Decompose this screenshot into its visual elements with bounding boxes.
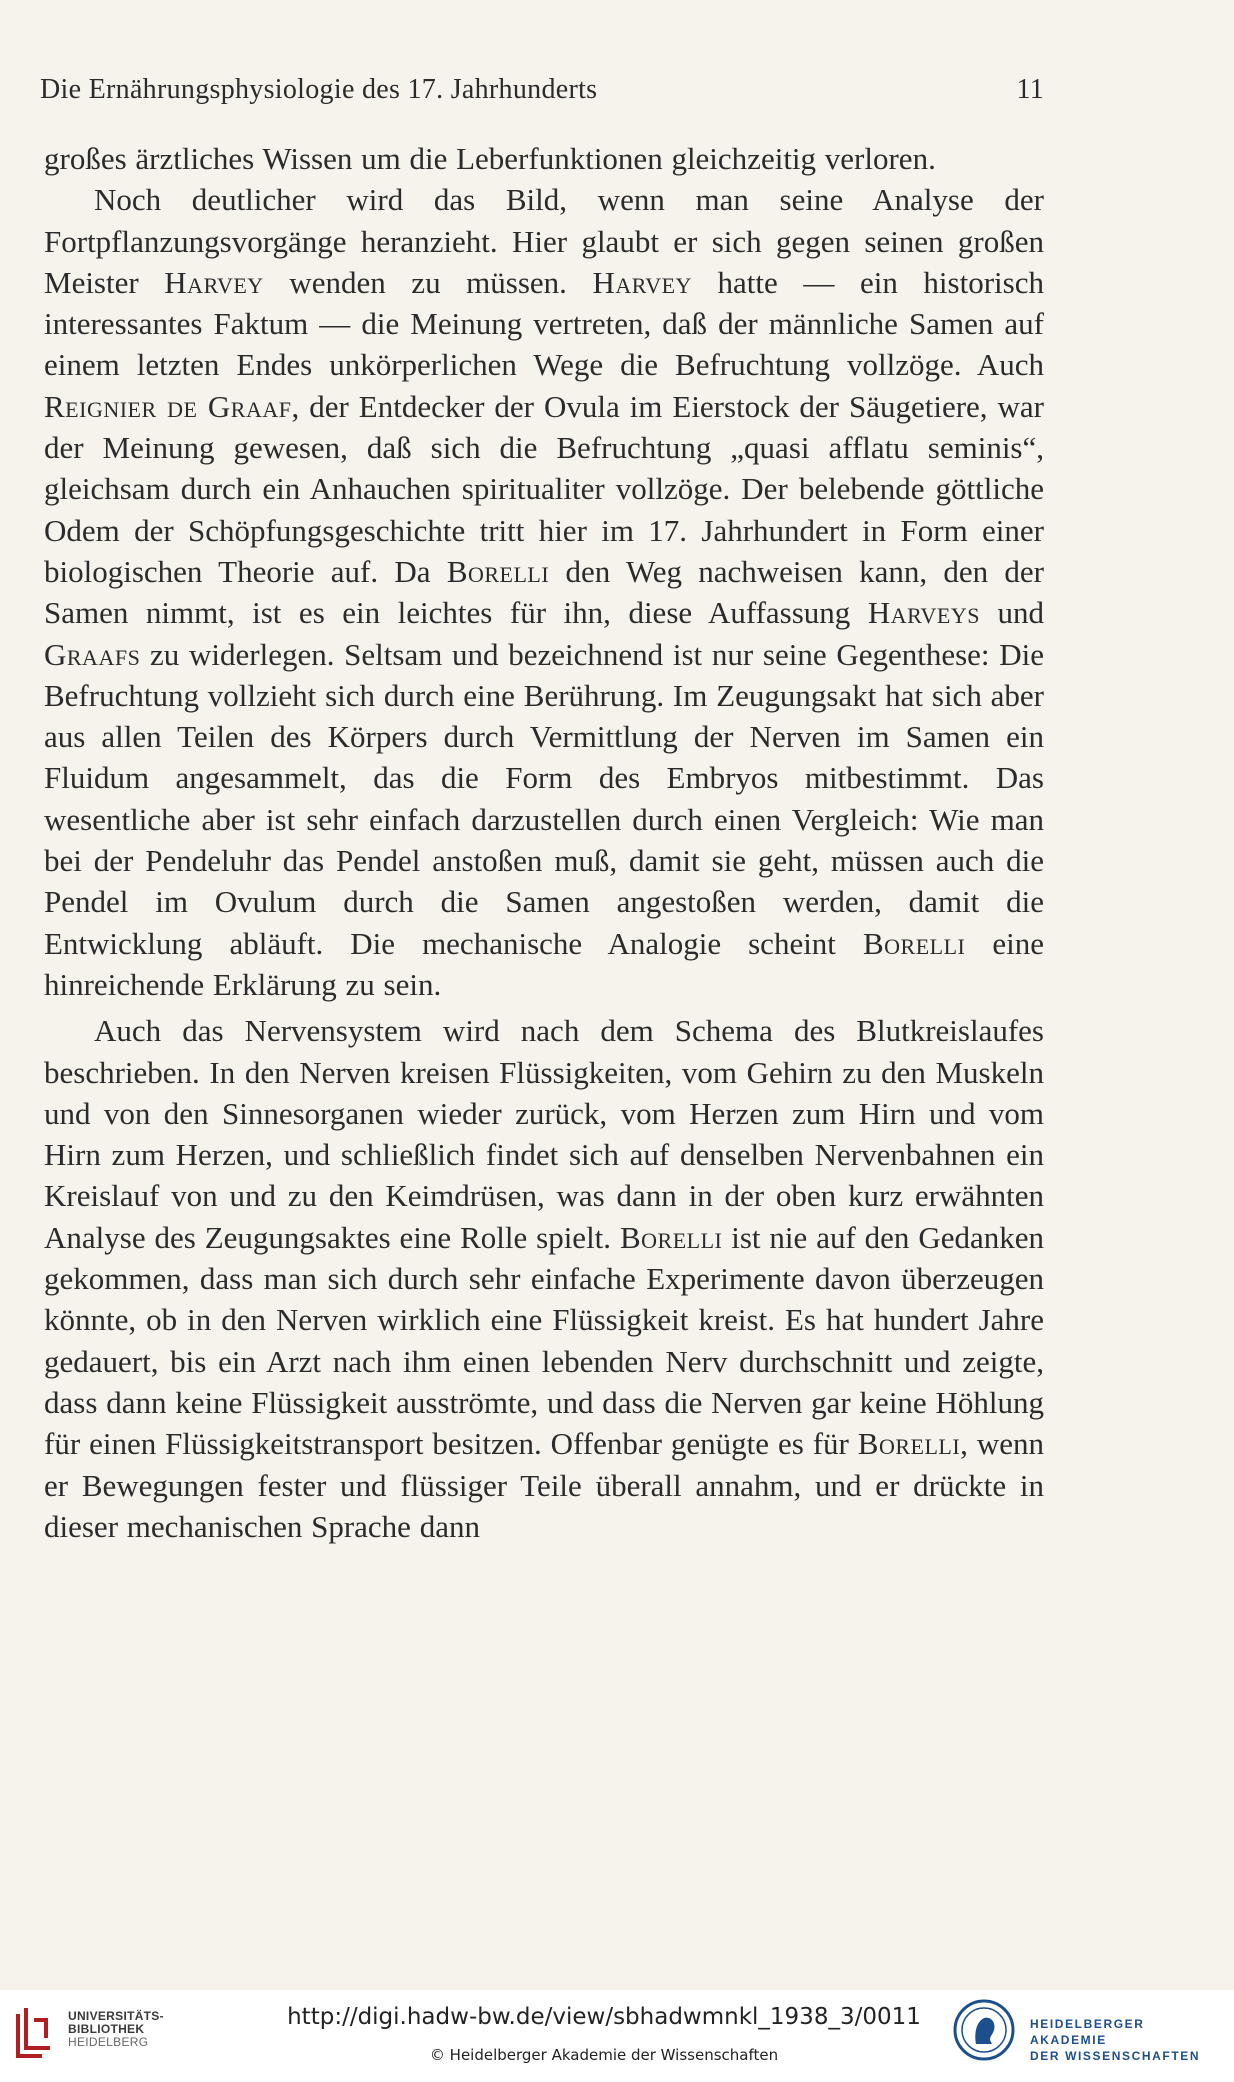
running-header (40, 74, 1044, 114)
text-run: wenden zu müssen. (263, 264, 593, 300)
library-logo-line: HEIDELBERG (68, 2035, 149, 2049)
text-run: zu widerlegen. Seltsam und bezeichnend ist nur seine Gegenthese: Die Befruchtung vollzieht sich durch eine Berührung. Im Zeugungsakt hat sich aber aus allen Teilen des Körpers durch Vermittlung der Nerven im Samen ein Fluidum angesammelt, das die Form des Embryos mitbestimmt. Das wesentliche aber ist sehr einfach darzustellen durch einen Vergleich: Wie man bei der Pendeluhr das Pendel anstoßen muß, damit sie geht, müssen auch die Pendel im Ovulum durch die Samen angestoßen werden, damit die Entwicklung abläuft. Die mechanische Analogie scheint (44, 636, 1044, 961)
paragraph-3 (44, 1010, 1044, 1547)
page-number: 11 (1016, 74, 1044, 105)
text-run: Noch deutlicher wird das Bild, wenn man seine Analyse der Fortpflanzungsvorgänge heranzieht. Hier glaubt er sich gegen seinen großen Meister (44, 182, 1044, 300)
text-run: und (979, 595, 1045, 631)
running-title: Die Ernährungsphysiologie des 17. Jahrhunderts (40, 74, 598, 105)
person-name: Borelli (857, 1426, 961, 1462)
text-run: Auch das Nervensystem wird nach dem Schema des Blutkreislaufes beschrieben. In den Nerven kreisen Flüssigkeiten, vom Gehirn zu den Muskeln und von den Sinnesorganen wieder zurück, vom Herzen zum Hirn und vom Hirn zum Herzen, und schließlich findet sich auf denselben Nervenbahnen ein Kreislauf von und zu den Keimdrüsen, was dann in der oben kurz erwähnten Analyse des Zeugungsaktes eine Rolle spielt. (44, 1013, 1044, 1255)
person-name: Graafs (44, 636, 141, 672)
person-name: Borelli (619, 1219, 723, 1255)
permalink-url[interactable]: http://digi.hadw-bw.de/view/sbhadwmnkl_1938_3/0011 (287, 2004, 921, 2030)
paragraph-1: großes ärztliches Wissen um die Leberfunktionen gleichzeitig verloren. (44, 141, 936, 176)
digitization-footer (0, 1990, 1234, 2082)
person-name: Harvey (592, 264, 692, 300)
text-run: , der Entdecker der Ovula im Eierstock der Säugetiere, war der Meinung gewesen, daß sich die Befruchtung „quasi afflatu seminis“, gleichsam durch ein Anhauchen spiritualiter vollzöge. Der belebende göttliche Odem der Schöpfungsgeschichte tritt hier im 17. Jahrhundert in Form einer biologischen Theorie auf. Da (44, 388, 1044, 589)
page-body (44, 138, 1044, 1547)
text-run: hatte — ein historisch interessantes Faktum — die Meinung vertreten, daß der männliche Samen auf einem letzten Endes unkörperlichen Wege die Befruchtung vollzöge. Auch (44, 264, 1044, 383)
person-name: Borelli (446, 553, 550, 589)
academy-logo-line: DER WISSENSCHAFTEN (1030, 2049, 1201, 2063)
university-library-logo (12, 2004, 172, 2064)
library-logo-line: BIBLIOTHEK (68, 2022, 145, 2036)
person-name: Harvey (164, 264, 264, 300)
person-name: Harveys (867, 595, 980, 631)
library-logo-line: UNIVERSITÄTS- (68, 2009, 164, 2023)
paragraph-2 (44, 179, 1044, 1005)
text-run: eine hinreichende Erklärung zu sein. (44, 925, 1044, 1002)
text-run: , wenn er Bewegungen fester und flüssiger Teile überall annahm, und er drückte in dieser mechanischen Sprache dann (44, 1426, 1044, 1544)
text-run: den Weg nachweisen kann, den der Samen nimmt, ist es ein leichtes für ihn, diese Auffassung (44, 553, 1045, 631)
academy-logo (952, 1998, 1222, 2074)
academy-logo-line: HEIDELBERGER AKADEMIE (1030, 2017, 1145, 2047)
person-name: Borelli (862, 925, 966, 961)
academy-seal-icon (952, 1998, 1016, 2062)
copyright-notice: © Heidelberger Akademie der Wissenschaften (429, 2046, 779, 2064)
person-name: Reignier de Graaf (44, 388, 292, 424)
text-run: ist nie auf den Gedanken gekommen, dass man sich durch sehr einfache Experimente davon überzeugen könnte, ob in den Nerven wirklich eine Flüssigkeit kreist. Es hat hundert Jahre gedauert, bis ein Arzt nach ihm einen lebenden Nerv durchschnitt und zeigte, dass dann keine Flüssigkeit ausströmte, und dass die Nerven gar keine Höhlung für einen Flüssigkeitstransport besitzen. Offenbar genügte es für (44, 1219, 1044, 1462)
library-logo-icon (12, 2004, 56, 2064)
